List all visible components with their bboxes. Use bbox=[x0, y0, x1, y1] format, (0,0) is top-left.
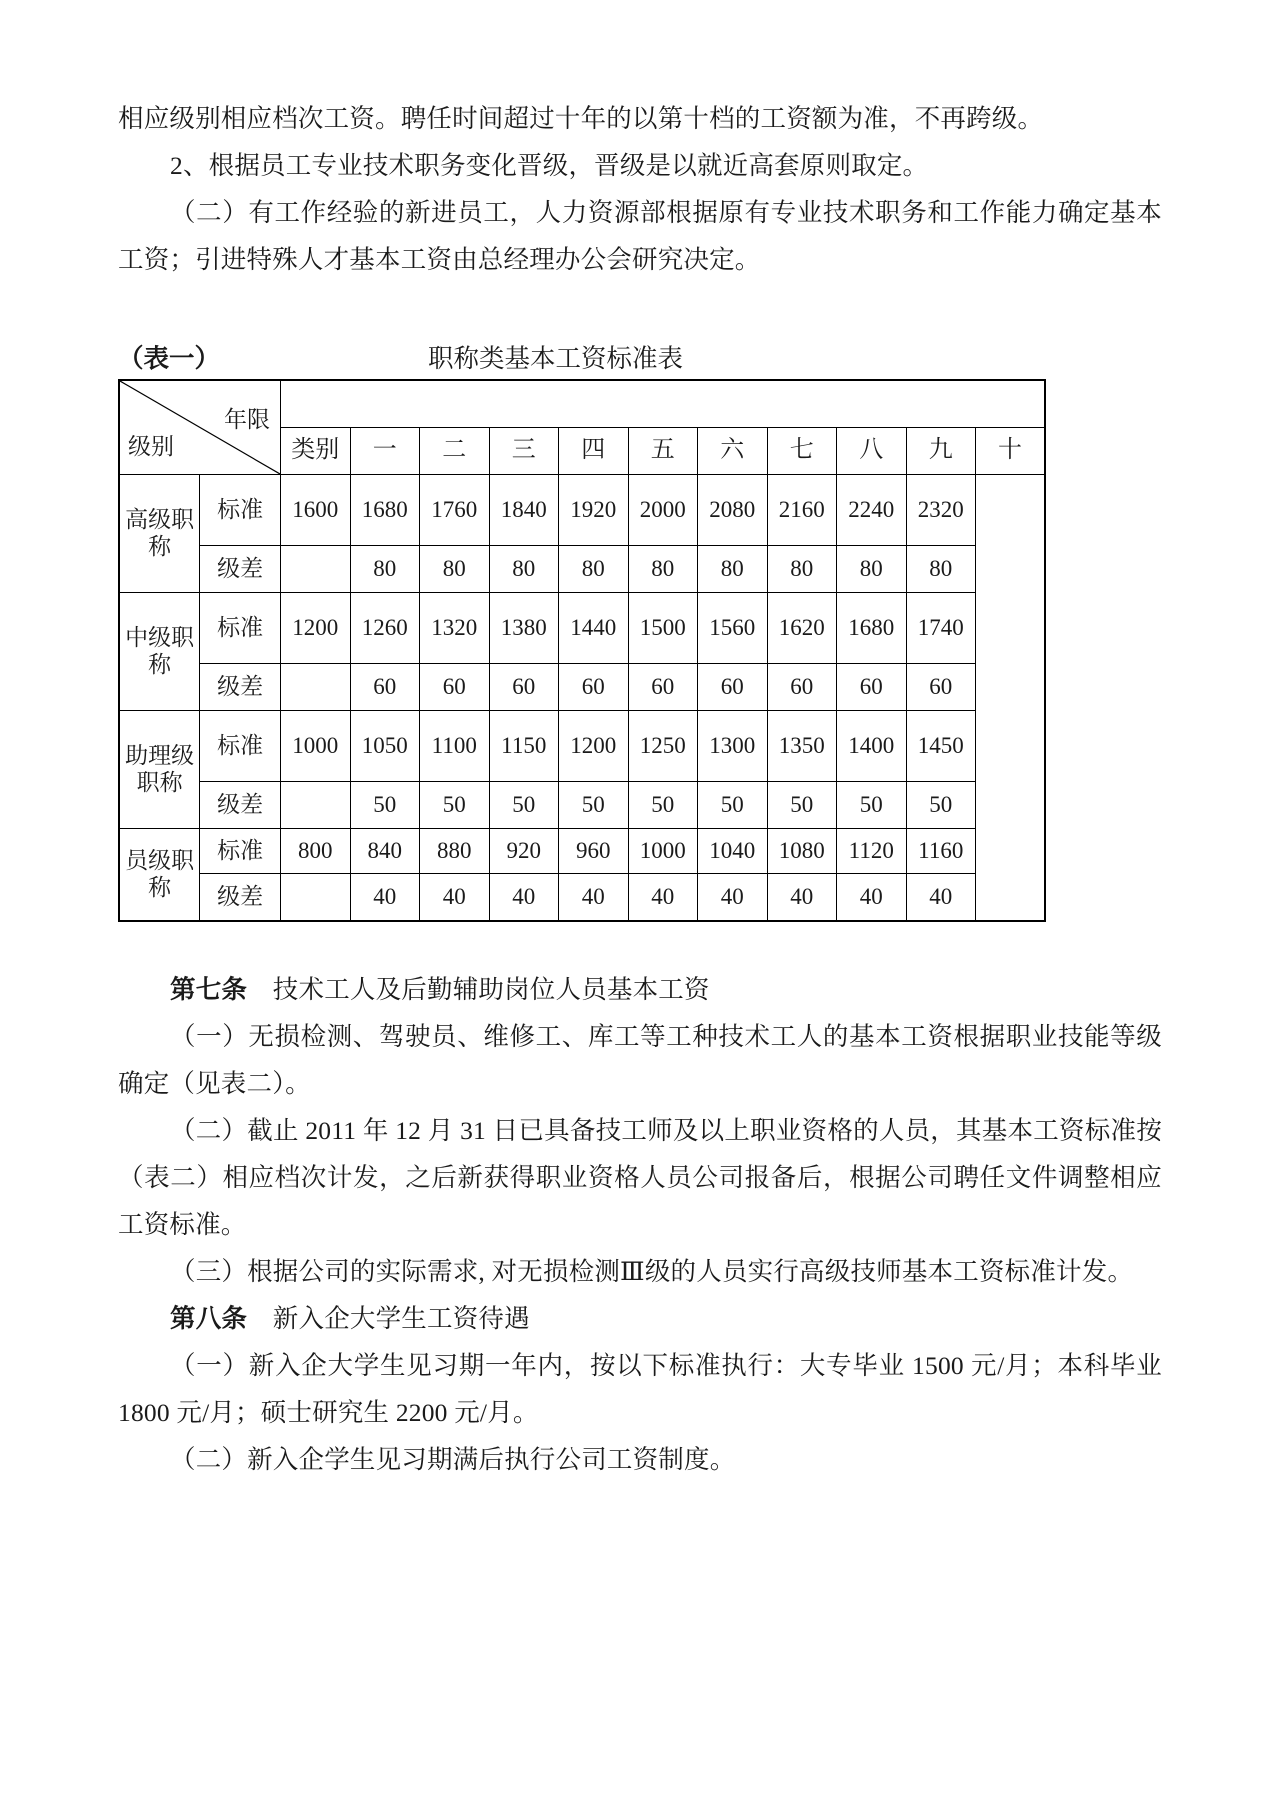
cell-value: 2080 bbox=[698, 475, 768, 546]
cell-value: 1300 bbox=[698, 711, 768, 782]
column-header-category: 类别 bbox=[281, 428, 351, 475]
cell-value: 1620 bbox=[767, 593, 837, 664]
cell-value: 1120 bbox=[837, 829, 907, 874]
cell-value: 50 bbox=[837, 782, 907, 829]
cell-value: 1200 bbox=[559, 711, 629, 782]
column-header-9: 九 bbox=[906, 428, 976, 475]
cell-value: 1150 bbox=[489, 711, 559, 782]
diagonal-header-cell bbox=[119, 380, 281, 475]
paragraph-continuation: 相应级别相应档次工资。聘任时间超过十年的以第十档的工资额为准，不再跨级。 bbox=[118, 104, 1044, 133]
salary-table-body bbox=[119, 380, 1045, 921]
cell-value: 2240 bbox=[837, 475, 907, 546]
top-text-block bbox=[118, 95, 1162, 283]
table-row bbox=[119, 829, 1045, 874]
column-header-2: 二 bbox=[420, 428, 490, 475]
cell-value: 50 bbox=[489, 782, 559, 829]
clause-7-item-2: （二）截止 2011 年 12 月 31 日已具备技工师及以上职业资格的人员，其基本工资标准按（表二）相应档次计发，之后新获得职业资格人员公司报备后，根据公司聘任文件调整相应工资标准。 bbox=[118, 1116, 1162, 1239]
cell-value: 1320 bbox=[420, 593, 490, 664]
table-row bbox=[119, 782, 1045, 829]
cell-value: 60 bbox=[559, 664, 629, 711]
cell-value: 2160 bbox=[767, 475, 837, 546]
table-caption-title: 职称类基本工资标准表 bbox=[428, 344, 684, 373]
cell-value: 40 bbox=[628, 874, 698, 922]
cell-value: 1000 bbox=[281, 711, 351, 782]
clause-7-item-3: （三）根据公司的实际需求, 对无损检测Ⅲ级的人员实行高级技师基本工资标准计发。 bbox=[170, 1257, 1134, 1286]
cell-value: 1250 bbox=[628, 711, 698, 782]
clause-8-label: 第八条 bbox=[170, 1304, 248, 1333]
column-header-8: 八 bbox=[837, 428, 907, 475]
bottom-text-block bbox=[118, 966, 1162, 1483]
table-caption bbox=[118, 341, 1162, 375]
cell-value: 1040 bbox=[698, 829, 768, 874]
cell-value: 800 bbox=[281, 829, 351, 874]
cell-value: 60 bbox=[350, 664, 420, 711]
cell-value: 1380 bbox=[489, 593, 559, 664]
cell-value: 1000 bbox=[628, 829, 698, 874]
cell-value: 880 bbox=[420, 829, 490, 874]
corner-label-level: 级别 bbox=[128, 433, 174, 459]
clause-8-item-1: （一）新入企大学生见习期一年内，按以下标准执行：大专毕业 1500 元/月；本科毕业 1800 元/月；硕士研究生 2200 元/月。 bbox=[118, 1351, 1162, 1427]
row-label-standard: 标准 bbox=[200, 829, 281, 874]
group-label-middle: 中级职称 bbox=[119, 593, 200, 711]
table-row bbox=[119, 874, 1045, 922]
table-header-top-row bbox=[119, 380, 1045, 428]
group-label-senior: 高级职称 bbox=[119, 475, 200, 593]
cell-value: 40 bbox=[559, 874, 629, 922]
cell-value: 1400 bbox=[837, 711, 907, 782]
cell-value: 50 bbox=[420, 782, 490, 829]
clause-8-title: 新入企大学生工资待遇 bbox=[247, 1304, 530, 1333]
table-caption-label: （表一） bbox=[118, 344, 221, 373]
cell-value: 40 bbox=[489, 874, 559, 922]
cell-value: 40 bbox=[837, 874, 907, 922]
cell-value: 80 bbox=[559, 546, 629, 593]
column-header-7: 七 bbox=[767, 428, 837, 475]
cell-value: 1920 bbox=[559, 475, 629, 546]
cell-value: 1200 bbox=[281, 593, 351, 664]
cell-value: 50 bbox=[350, 782, 420, 829]
column-header-5: 五 bbox=[628, 428, 698, 475]
row-label-difference: 级差 bbox=[200, 874, 281, 922]
cell-value: 1160 bbox=[906, 829, 976, 874]
cell-value: 60 bbox=[420, 664, 490, 711]
cell-value bbox=[281, 546, 351, 593]
group-label-assistant: 助理级职称 bbox=[119, 711, 200, 829]
cell-value: 80 bbox=[906, 546, 976, 593]
salary-standard-table bbox=[118, 379, 1046, 922]
cell-value bbox=[281, 874, 351, 922]
cell-value: 1840 bbox=[489, 475, 559, 546]
table-row bbox=[119, 546, 1045, 593]
cell-value: 1440 bbox=[559, 593, 629, 664]
cell-value: 50 bbox=[767, 782, 837, 829]
cell-value: 80 bbox=[489, 546, 559, 593]
cell-value: 1680 bbox=[837, 593, 907, 664]
clause-8-heading bbox=[118, 1295, 1162, 1342]
cell-value: 1740 bbox=[906, 593, 976, 664]
cell-value: 50 bbox=[698, 782, 768, 829]
column-header-10: 十 bbox=[976, 428, 1046, 475]
cell-value: 1760 bbox=[420, 475, 490, 546]
paragraph-item-er: （二）有工作经验的新进员工，人力资源部根据原有专业技术职务和工作能力确定基本工资；引进特殊人才基本工资由总经理办公会研究决定。 bbox=[118, 198, 1162, 274]
table-row bbox=[119, 711, 1045, 782]
cell-value: 80 bbox=[837, 546, 907, 593]
table-row bbox=[119, 664, 1045, 711]
cell-value: 60 bbox=[628, 664, 698, 711]
row-label-standard: 标准 bbox=[200, 593, 281, 664]
cell-value: 60 bbox=[489, 664, 559, 711]
header-spacer-cell bbox=[281, 380, 1046, 428]
clause-7-item-1: （一）无损检测、驾驶员、维修工、库工等工种技术工人的基本工资根据职业技能等级确定（见表二）。 bbox=[118, 1022, 1162, 1098]
table-row bbox=[119, 475, 1045, 546]
cell-value: 1680 bbox=[350, 475, 420, 546]
cell-value: 1080 bbox=[767, 829, 837, 874]
cell-value bbox=[281, 664, 351, 711]
column-header-6: 六 bbox=[698, 428, 768, 475]
cell-value: 40 bbox=[906, 874, 976, 922]
cell-value: 60 bbox=[906, 664, 976, 711]
row-label-difference: 级差 bbox=[200, 782, 281, 829]
cell-value: 60 bbox=[698, 664, 768, 711]
clause-7-title: 技术工人及后勤辅助岗位人员基本工资 bbox=[247, 975, 710, 1004]
cell-value: 50 bbox=[559, 782, 629, 829]
cell-value: 960 bbox=[559, 829, 629, 874]
cell-value: 80 bbox=[767, 546, 837, 593]
cell-value: 920 bbox=[489, 829, 559, 874]
cell-value: 840 bbox=[350, 829, 420, 874]
cell-value: 2320 bbox=[906, 475, 976, 546]
column-header-1: 一 bbox=[350, 428, 420, 475]
corner-label-year: 年限 bbox=[224, 407, 270, 432]
cell-value: 1600 bbox=[281, 475, 351, 546]
cell-value: 80 bbox=[628, 546, 698, 593]
clause-7-label: 第七条 bbox=[170, 975, 248, 1004]
cell-value: 40 bbox=[698, 874, 768, 922]
row-label-standard: 标准 bbox=[200, 711, 281, 782]
row-label-difference: 级差 bbox=[200, 664, 281, 711]
cell-value: 80 bbox=[420, 546, 490, 593]
group-label-clerk: 员级职称 bbox=[119, 829, 200, 922]
cell-value: 40 bbox=[350, 874, 420, 922]
cell-value: 1560 bbox=[698, 593, 768, 664]
cell-value: 50 bbox=[906, 782, 976, 829]
paragraph-item-2: 2、根据员工专业技术职务变化晋级，晋级是以就近高套原则取定。 bbox=[170, 151, 929, 180]
cell-value: 40 bbox=[420, 874, 490, 922]
column-header-3: 三 bbox=[489, 428, 559, 475]
cell-value: 1350 bbox=[767, 711, 837, 782]
cell-value: 80 bbox=[350, 546, 420, 593]
cell-value: 2000 bbox=[628, 475, 698, 546]
cell-value: 1260 bbox=[350, 593, 420, 664]
cell-value: 40 bbox=[767, 874, 837, 922]
cell-value: 80 bbox=[698, 546, 768, 593]
row-label-difference: 级差 bbox=[200, 546, 281, 593]
cell-value: 60 bbox=[767, 664, 837, 711]
cell-value: 1500 bbox=[628, 593, 698, 664]
cell-value: 60 bbox=[837, 664, 907, 711]
table-row bbox=[119, 593, 1045, 664]
cell-value: 1450 bbox=[906, 711, 976, 782]
cell-value: 1100 bbox=[420, 711, 490, 782]
cell-value bbox=[281, 782, 351, 829]
clause-7-heading bbox=[118, 966, 1162, 1013]
clause-8-item-2: （二）新入企学生见习期满后执行公司工资制度。 bbox=[170, 1445, 736, 1474]
cell-value: 1050 bbox=[350, 711, 420, 782]
column-header-4: 四 bbox=[559, 428, 629, 475]
cell-value: 50 bbox=[628, 782, 698, 829]
row-label-standard: 标准 bbox=[200, 475, 281, 546]
